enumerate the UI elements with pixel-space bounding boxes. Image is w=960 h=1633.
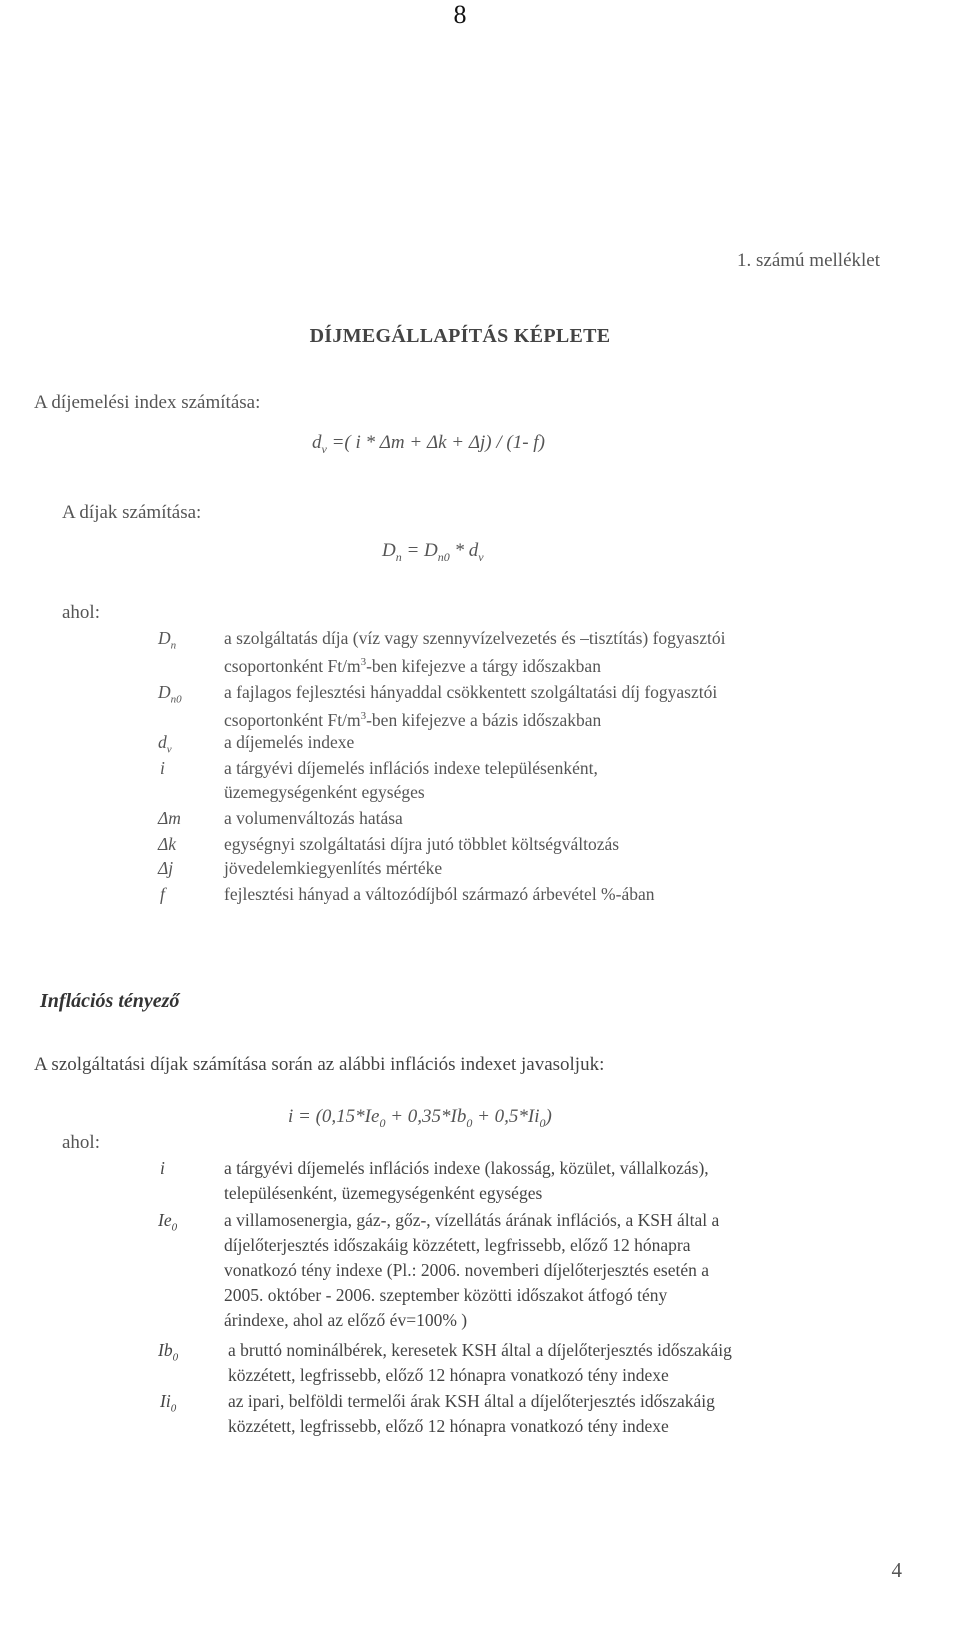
formula-dv-lhs-sub: v xyxy=(321,441,327,456)
formula-i xyxy=(288,1106,552,1131)
definition-text: a tárgyévi díjemelés inflációs indexe (lakosság, közület, vállalkozás), xyxy=(224,1158,709,1178)
definition-text: fejlesztési hányad a változódíjból származó árbevétel %-ában xyxy=(224,884,655,904)
definition-text: a tárgyévi díjemelés inflációs indexe településenként, xyxy=(224,758,598,778)
definition-text: díjelőterjesztés időszakáig közzétett, legfrissebb, előző 12 hónapra xyxy=(224,1235,691,1255)
definition-symbol: Δj xyxy=(158,858,174,878)
fee-calc-label: A díjak számítása: xyxy=(62,502,202,523)
definition-symbol: i xyxy=(160,758,165,778)
formula-i-d: ) xyxy=(545,1106,552,1127)
formula-dn xyxy=(382,540,484,565)
formula-dn-p2-sub: n0 xyxy=(437,549,450,564)
definitions-list-1 xyxy=(0,626,920,916)
definition-text: csoportonként $Ft/m^3$-ben kifejezve a bázis időszakban xyxy=(224,709,602,730)
definition-symbol: $Ie_0$ xyxy=(158,1210,178,1234)
formula-dn-p3-sub: v xyxy=(478,549,484,564)
definition-text: közzétett, legfrissebb, előző 12 hónapra vonatkozó tény indexe xyxy=(228,1416,669,1436)
definition-text: vonatkozó tény indexe (Pl.: 2006. novemberi díjelőterjesztés esetén a xyxy=(224,1260,709,1280)
definition-symbol: $Ib_0$ xyxy=(158,1340,179,1364)
definition-symbol: i xyxy=(160,1158,165,1178)
definitions-list-2 xyxy=(0,1156,920,1456)
page-number-bottom: 4 xyxy=(891,1558,902,1582)
index-calc-label: A díjemelési index számítása: xyxy=(34,392,261,413)
where-label-2: ahol: xyxy=(62,1132,100,1153)
where-label-1: ahol: xyxy=(62,602,100,623)
formula-dn-p1: D xyxy=(382,540,396,561)
definition-text: a fajlagos fejlesztési hányaddal csökkentett szolgáltatási díj fogyasztói xyxy=(224,682,718,702)
definition-symbol: Δm xyxy=(158,808,181,828)
definition-symbol: $D_{n0}$ xyxy=(158,682,182,706)
formula-i-c: + 0,5*Ii xyxy=(472,1106,540,1127)
formula-i-b-sub: 0 xyxy=(466,1115,473,1130)
definition-text: településenként, üzemegységenként egységes xyxy=(224,1183,543,1203)
definition-text: egységnyi szolgáltatási díjra jutó többlet költségváltozás xyxy=(224,834,620,854)
definition-text: 2005. október - 2006. szeptember közötti időszakot átfogó tény xyxy=(224,1285,668,1305)
definition-symbol: $D_n$ xyxy=(158,628,177,652)
definition-text: a villamosenergia, gáz-, gőz-, vízellátás árának inflációs, a KSH által a xyxy=(224,1210,720,1230)
inflation-paragraph: A szolgáltatási díjak számítása során az alábbi inflációs indexet javasoljuk: xyxy=(34,1054,605,1075)
definition-symbol: $Ii_0$ xyxy=(160,1391,177,1415)
formula-dv-rhs: =( i * Δm + Δk + Δj) / (1- f) xyxy=(326,432,545,453)
definition-text: a bruttó nominálbérek, keresetek KSH által a díjelőterjesztés időszakáig xyxy=(228,1340,732,1360)
definition-symbol: Δk xyxy=(158,834,177,854)
definition-symbol: f xyxy=(160,884,165,904)
section-title: Inflációs tényező xyxy=(40,990,180,1012)
definition-text: a volumenváltozás hatása xyxy=(224,808,403,828)
formula-i-c-sub: 0 xyxy=(539,1115,546,1130)
page-number-top: 8 xyxy=(453,0,467,29)
formula-dv xyxy=(312,432,545,457)
definition-text: az ipari, belföldi termelői árak KSH által a díjelőterjesztés időszakáig xyxy=(228,1391,715,1411)
definition-text: üzemegységenként egységes xyxy=(224,782,425,802)
definition-text: csoportonként $Ft/m^3$-ben kifejezve a tárgy időszakban xyxy=(224,655,601,676)
definition-text: a szolgáltatás díja (víz vagy szennyvízelvezetés és –tisztítás) fogyasztói xyxy=(224,628,726,648)
formula-dn-p1-sub: n xyxy=(395,549,402,564)
formula-i-a-sub: 0 xyxy=(379,1115,386,1130)
definition-symbol: $d_v$ xyxy=(158,732,172,756)
formula-i-b: + 0,35*Ib xyxy=(385,1106,467,1127)
formula-i-a: i = (0,15*Ie xyxy=(288,1106,380,1127)
definition-text: közzétett, legfrissebb, előző 12 hónapra vonatkozó tény indexe xyxy=(228,1365,669,1385)
definition-text: jövedelemkiegyenlítés mértéke xyxy=(224,858,443,878)
annex-label: 1. számú melléklet xyxy=(737,250,880,271)
formula-dn-p3: * d xyxy=(449,540,479,561)
formula-dv-lhs: d xyxy=(312,432,322,453)
page-title: DÍJMEGÁLLAPÍTÁS KÉPLETE xyxy=(309,325,611,347)
formula-dn-p2: = D xyxy=(401,540,438,561)
definition-text: a díjemelés indexe xyxy=(224,732,355,752)
definition-text: árindexe, ahol az előző év=100% ) xyxy=(224,1310,468,1330)
